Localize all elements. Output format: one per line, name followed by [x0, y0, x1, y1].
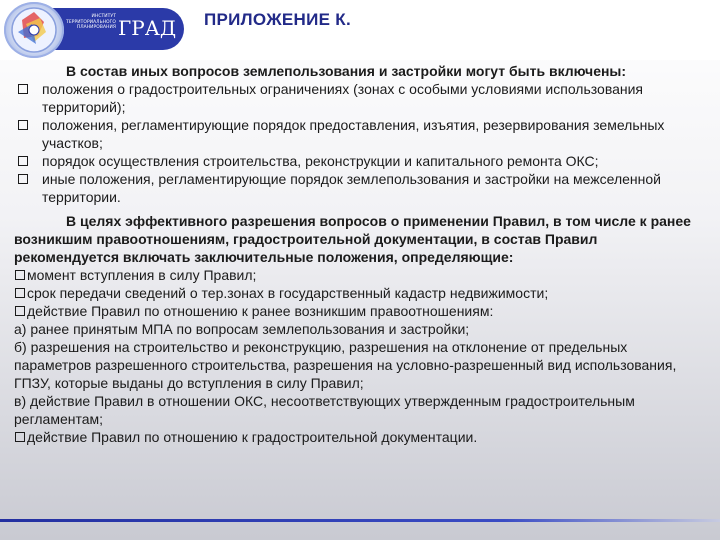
checkbox-bullet-icon	[18, 120, 28, 130]
section2-line-text: действие Правил по отношению к ранее возникшим правоотношениям:	[27, 303, 494, 319]
list-item	[14, 152, 704, 170]
logo-line-3: ПЛАНИРОВАНИЯ	[76, 25, 116, 31]
section2-line	[14, 266, 704, 284]
header	[0, 0, 720, 60]
slide-content	[14, 62, 704, 446]
section2-line-text: срок передачи сведений о тер.зонах в государственный кадастр недвижимости;	[27, 285, 549, 301]
list-item	[14, 116, 704, 152]
checkbox-bullet-icon	[18, 174, 28, 184]
checkbox-bullet-icon	[18, 156, 28, 166]
section2-line-text: момент вступления в силу Правил;	[27, 267, 257, 283]
logo-emblem-icon	[4, 2, 64, 58]
logo-brand: ГРАД	[118, 16, 177, 40]
checkbox-bullet-icon	[15, 432, 25, 442]
logo-institute-text	[58, 14, 116, 31]
list-item	[14, 170, 704, 206]
bottom-divider	[0, 519, 720, 522]
list-item-text: порядок осуществления строительства, реконструкции и капитального ремонта ОКС;	[42, 153, 599, 169]
page-title: ПРИЛОЖЕНИЕ К.	[204, 10, 351, 29]
section2-intro: В целях эффективного разрешения вопросов о применении Правил, в том числе к ранее возникшим правоотношениям, градостроительной документации, в состав Правил рекомендуется включать заключительные положения, определяющие:	[14, 213, 691, 265]
section2-line-text: действие Правил по отношению к градостроительной документации.	[27, 429, 478, 445]
section2-line	[14, 302, 704, 320]
checkbox-bullet-icon	[15, 288, 25, 298]
list-item-text: положения о градостроительных ограничениях (зонах с особыми условиями использования территорий);	[42, 81, 644, 115]
section2-subitem-a: а) ранее принятым МПА по вопросам землепользования и застройки;	[14, 321, 470, 337]
logo-line-2: ТЕРРИТОРИАЛЬНОГО	[66, 19, 116, 25]
section1-list	[14, 80, 704, 206]
section2-subitem-c: в) действие Правил в отношении ОКС, несоответствующих утвержденным градостроительным регламентам;	[14, 393, 635, 427]
checkbox-bullet-icon	[15, 306, 25, 316]
checkbox-bullet-icon	[18, 84, 28, 94]
logo-line-1: ИНСТИТУТ	[91, 14, 116, 19]
checkbox-bullet-icon	[15, 270, 25, 280]
section2-line	[14, 284, 704, 302]
section2-line	[14, 428, 704, 446]
emblem-icon	[4, 2, 64, 58]
list-item	[14, 80, 704, 116]
list-item-text: иные положения, регламентирующие порядок землепользования и застройки на межселенной территории.	[42, 171, 661, 205]
section2-subitem-b: б) разрешения на строительство и реконструкцию, разрешения на отклонение от предельных параметров разрешенного строительства, разрешения на условно-разрешенный вид использования, ГПЗУ, которые выданы до вступления в силу Правил;	[14, 339, 677, 391]
list-item-text: положения, регламентирующие порядок предоставления, изъятия, резервирования земельных участков;	[42, 117, 665, 151]
section1-intro: В состав иных вопросов землепользования и застройки могут быть включены:	[66, 63, 627, 79]
